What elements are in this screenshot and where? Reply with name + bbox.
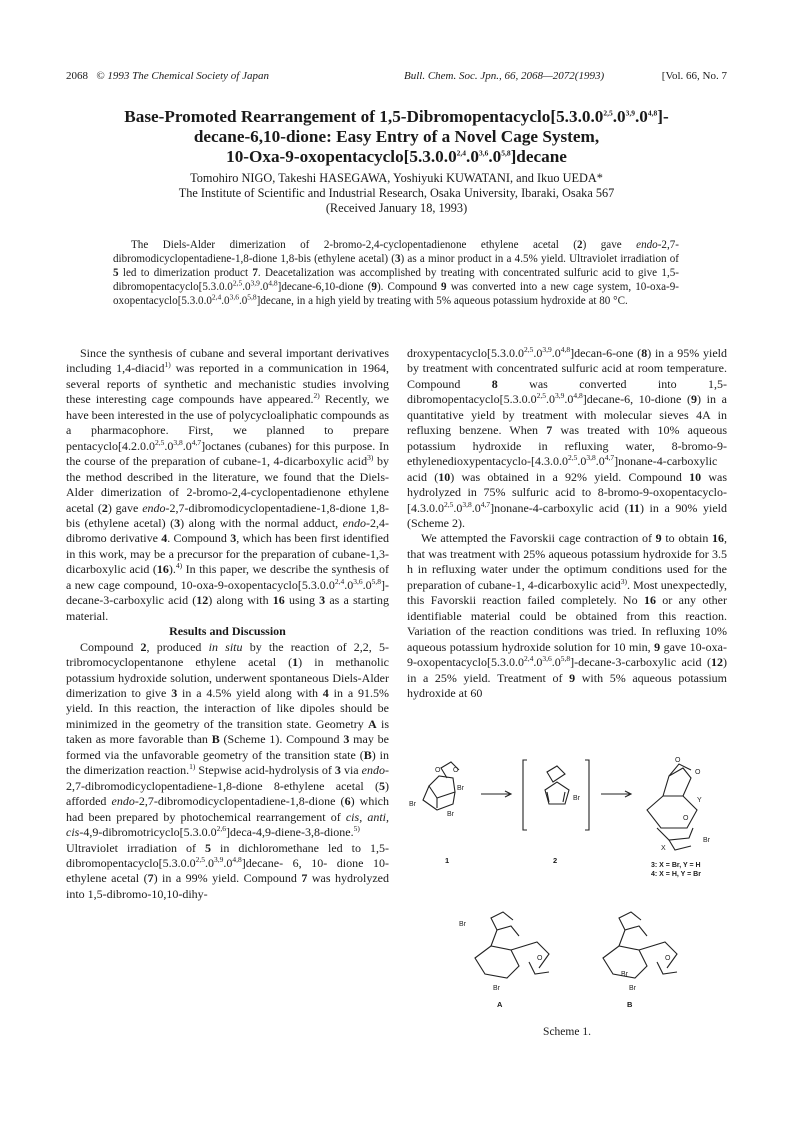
right-column xyxy=(407,346,727,701)
institute: The Institute of Scientific and Industrial Research, Osaka University, Ibaraki, Osaka 567 xyxy=(178,186,615,200)
svg-text:Br: Br xyxy=(573,795,580,802)
compound-1-structure xyxy=(409,762,465,818)
svg-text:Br: Br xyxy=(621,971,628,978)
label-2: 2 xyxy=(553,856,558,865)
label-1: 1 xyxy=(445,856,450,865)
svg-text:Y: Y xyxy=(697,797,702,804)
compound-2-structure xyxy=(523,760,589,830)
scheme-1-figure xyxy=(407,750,727,1040)
volume-info: [Vol. 66, No. 7 xyxy=(661,70,727,82)
paragraph: We attempted the Favorskii cage contraction of 9 to obtain 16, that was treatment with 25% aqueous potassium hydroxide for 3.5 h in refluxing water under the optimum conditions used for the preparation of cubane-1, 4-dicarboxylic acid$^{3)}$. Most unexpectedly, this Favorskii reaction failed completely. No 16 or any other identifiable material could be obtained from this reaction. Variation of the reaction conditions was tried. In refluxing 10% aqueous potassium hydroxide solution for 10 min, 9 gave 10-oxa-9-oxopentacyclo[5.3.0.0$^{2,4}$.0$^{3,6}$.0$^{5,8}$]-decane-3-carboxylic acid (12) in a 25% yield. Treatment of 9 with 5% aqueous potassium hydroxide at 60 xyxy=(407,531,727,700)
arrow-1 xyxy=(481,791,511,797)
label-4: 4: X = H, Y = Br xyxy=(651,871,701,878)
journal-citation: Bull. Chem. Soc. Jpn., 66, 2068—2072(1993) xyxy=(404,70,605,82)
scheme-structures xyxy=(407,750,727,1030)
svg-text:Br: Br xyxy=(447,811,454,818)
svg-text:O: O xyxy=(537,955,543,962)
transition-state-A-structure xyxy=(459,912,549,992)
arrow-2 xyxy=(601,791,631,797)
paragraph: Since the synthesis of cubane and several important derivatives including 1,4-diacid$^{1)}$ was reported in a communication in 1964, several reports of synthetic and mechanistic studies involving these interesting cage compounds have appeared.$^{2)}$ Recently, we have been interested in the use of polycycloaliphatic compounds as a pharmacophore. First, we planned to prepare pentacyclo[4.2.0.0$^{2,5}$.0$^{3,8}$.0$^{4,7}$]octanes (cubanes) for this purpose. In the course of the preparation of cubane-1, 4-dicarboxylic acid$^{3)}$ by the method described in the literature, we found that the Diels-Alder dimerization of 2-bromo-2,4-cyclopentadienone ethylene acetal (2) gave endo-2,7-dibromodicyclopentadiene-1,8-dione 1,8-bis (ethylene acetal) (3) along with the normal adduct, endo-2,4-dibromo derivative 4. Compound 3, which has been first identified in this work, may be a precursor for the preparation of cubane-1,3-dicarboxylic acid (16).$^{4)}$ In this paper, we describe the synthesis of a new cage compound, 10-oxa-9-oxopentacyclo[5.3.0.0$^{2,4}$.0$^{3,6}$.0$^{5,8}$]-decane-3-carboxylic acid (12) along with 16 using 3 as a starting material. xyxy=(66,346,390,623)
svg-text:Br: Br xyxy=(703,837,710,844)
page-number-copyright: 2068 © 1993 The Chemical Society of Japan xyxy=(66,70,269,82)
svg-text:O: O xyxy=(675,757,681,764)
scheme-caption: Scheme 1. xyxy=(543,1026,591,1038)
label-B: B xyxy=(627,1000,633,1009)
paper-title: Base-Promoted Rearrangement of 1,5-Dibromopentacyclo[5.3.0.0$^{2,5}$.0$^{3,9}$.0$^{4,8}$]- decane-6,10-dione: Easy Entry of a Novel Cage System, 10-Oxa-9-oxopentacyclo[5.3.0.0$^{2,4}$.0$^{3,6}$.0$^{5,8}$]decane xyxy=(124,107,669,166)
svg-text:O: O xyxy=(695,769,701,776)
compound-3-4-structure xyxy=(647,757,711,852)
svg-text:Br: Br xyxy=(493,985,500,992)
paragraph: Compound 2, produced in situ by the reaction of 2,2, 5-tribromocyclopentanone ethylene acetal (1) in methanolic potassium hydroxide solution, underwent spontaneous Diels-Alder dimerization to give 3 in a 4.5% yield along with 4 in a 91.5% yield. In this reaction, the interaction of like dipoles should be minimized in the geometry of the transition state. Geometry A is taken as more favorable than B (Scheme 1). Compound 3 may be formed via the unfavorable geometry of the transition state (B) in the dimerization reaction.$^{1)}$ Stepwise acid-hydrolysis of 3 via endo-2,7-dibromodicyclopentadiene-1,8-dione 8-ethylene acetal (5) afforded endo-2,7-dibromodicyclopentadiene-1,8-dione (6) which had been prepared by photochemical rearrangement of cis, anti, cis-4,9-dibromotricyclo[5.3.0.0$^{2,6}$]deca-4,9-diene-3,8-dione.$^{5)}$ Ultraviolet irradiation of 5 in dichloromethane led to 1,5- dibromopentacyclo[5.3.0.0$^{2,5}$.0$^{3,9}$.0$^{4,8}$]decane- 6, 10- dione 10-ethylene acetal (7) in a 99% yield. Compound 7 was hydrolyzed into 1,5-dibromo-10,10-dihy- xyxy=(66,639,390,901)
transition-state-B-structure xyxy=(603,912,677,992)
running-header xyxy=(66,70,727,86)
paragraph: droxypentacyclo[5.3.0.0$^{2,5}$.0$^{3,9}$.0$^{4,8}$]decan-6-one (8) in a 95% yield by treatment with concentrated sulfuric acid at room temperature. Compound 8 was converted into 1,5-dibromopentacyclo[5.3.0.0$^{2,5}$.0$^{3,9}$.0$^{4,8}$]decane-6, 10-dione (9) in a quantitative yield by treatment with molecular sieves 4A in refluxing benzene. When 7 was treated with 10% aqueous potassium hydroxide in refluxing water, 8-bromo-9-ethylenedioxypentacyclo-[4.3.0.0$^{2,5}$.0$^{3,8}$.0$^{4,7}$]nonane-4-carboxylic acid (10) was obtained in a 92% yield. Compound 10 was hydrolyzed in 75% sulfuric acid to 8-bromo-9-oxopentacyclo-[4.3.0.0$^{2,5}$.0$^{3,8}$.0$^{4,7}$]nonane-4-carboxylic acid (11) in a 90% yield (Scheme 2). xyxy=(407,345,728,530)
svg-text:X: X xyxy=(661,845,666,852)
abstract: The Diels-Alder dimerization of 2-bromo-2,4-cyclopentadienone ethylene acetal (2) gave endo-2,7-dibromodicyclopentadiene-1,8-dione 1,8-bis (ethylene acetal) (3) as a minor product in a 4.5% yield. Ultraviolet irradiation of 5 led to dimerization product 7. Deacetalization was accomplished by treating with concentrated sulfuric acid to give 1,5-dibromopentacyclo[5.3.0.0$^{2,5}$.0$^{3,9}$.0$^{4,8}$]decane-6,10-dione (9). Compound 9 was converted into a new cage system, 10-oxa-9-oxopentacyclo[5.3.0.0$^{2,4}$.0$^{3,6}$.0$^{5,8}$]decane, in a high yield by treating with 5% aqueous potassium hydroxide at 80 °C. xyxy=(113,239,679,307)
author-names: Tomohiro NIGO, Takeshi HASEGAWA, Yoshiyuki KUWATANI, and Ikuo UEDA* xyxy=(190,171,603,185)
section-heading: Results and Discussion xyxy=(169,624,286,639)
svg-text:O: O xyxy=(435,767,441,774)
author-block xyxy=(60,171,733,216)
svg-text:O: O xyxy=(665,955,671,962)
svg-text:O: O xyxy=(453,767,459,774)
left-column xyxy=(66,346,389,902)
received-date: (Received January 18, 1993) xyxy=(325,201,468,215)
svg-text:Br: Br xyxy=(459,921,466,928)
svg-text:O: O xyxy=(683,815,689,822)
svg-text:Br: Br xyxy=(457,785,464,792)
label-A: A xyxy=(497,1000,503,1009)
svg-text:Br: Br xyxy=(629,985,636,992)
label-3: 3: X = Br, Y = H xyxy=(651,862,701,869)
svg-text:Br: Br xyxy=(409,801,416,808)
